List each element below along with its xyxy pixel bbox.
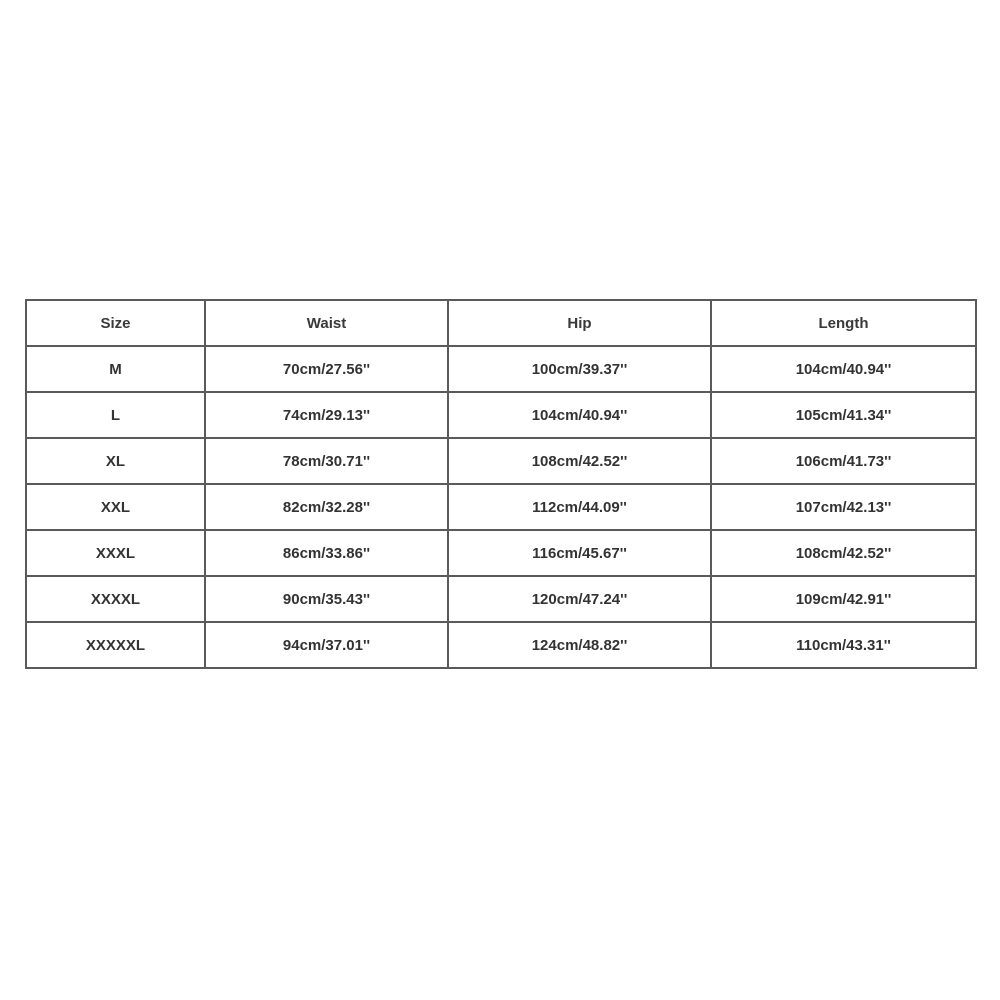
cell-size: XL <box>26 438 205 484</box>
cell-waist: 90cm/35.43'' <box>205 576 448 622</box>
header-row <box>26 300 976 346</box>
table-row <box>26 576 976 622</box>
cell-waist: 70cm/27.56'' <box>205 346 448 392</box>
cell-length: 109cm/42.91'' <box>711 576 976 622</box>
table-row <box>26 346 976 392</box>
cell-size: XXL <box>26 484 205 530</box>
table-header <box>26 300 976 346</box>
cell-size: XXXXL <box>26 576 205 622</box>
cell-hip: 108cm/42.52'' <box>448 438 711 484</box>
cell-length: 108cm/42.52'' <box>711 530 976 576</box>
cell-length: 106cm/41.73'' <box>711 438 976 484</box>
cell-size: XXXXXL <box>26 622 205 668</box>
cell-hip: 116cm/45.67'' <box>448 530 711 576</box>
cell-hip: 120cm/47.24'' <box>448 576 711 622</box>
header-length: Length <box>711 300 976 346</box>
table-row <box>26 530 976 576</box>
cell-waist: 86cm/33.86'' <box>205 530 448 576</box>
cell-waist: 94cm/37.01'' <box>205 622 448 668</box>
cell-hip: 112cm/44.09'' <box>448 484 711 530</box>
cell-waist: 82cm/32.28'' <box>205 484 448 530</box>
table-row <box>26 622 976 668</box>
header-waist: Waist <box>205 300 448 346</box>
cell-hip: 104cm/40.94'' <box>448 392 711 438</box>
cell-length: 105cm/41.34'' <box>711 392 976 438</box>
cell-length: 107cm/42.13'' <box>711 484 976 530</box>
cell-length: 104cm/40.94'' <box>711 346 976 392</box>
cell-hip: 100cm/39.37'' <box>448 346 711 392</box>
table-row <box>26 392 976 438</box>
cell-size: L <box>26 392 205 438</box>
header-size: Size <box>26 300 205 346</box>
cell-hip: 124cm/48.82'' <box>448 622 711 668</box>
cell-length: 110cm/43.31'' <box>711 622 976 668</box>
cell-waist: 78cm/30.71'' <box>205 438 448 484</box>
cell-size: XXXL <box>26 530 205 576</box>
table-body <box>26 346 976 668</box>
size-chart-table <box>25 299 977 669</box>
table-row <box>26 484 976 530</box>
table-row <box>26 438 976 484</box>
cell-waist: 74cm/29.13'' <box>205 392 448 438</box>
header-hip: Hip <box>448 300 711 346</box>
cell-size: M <box>26 346 205 392</box>
